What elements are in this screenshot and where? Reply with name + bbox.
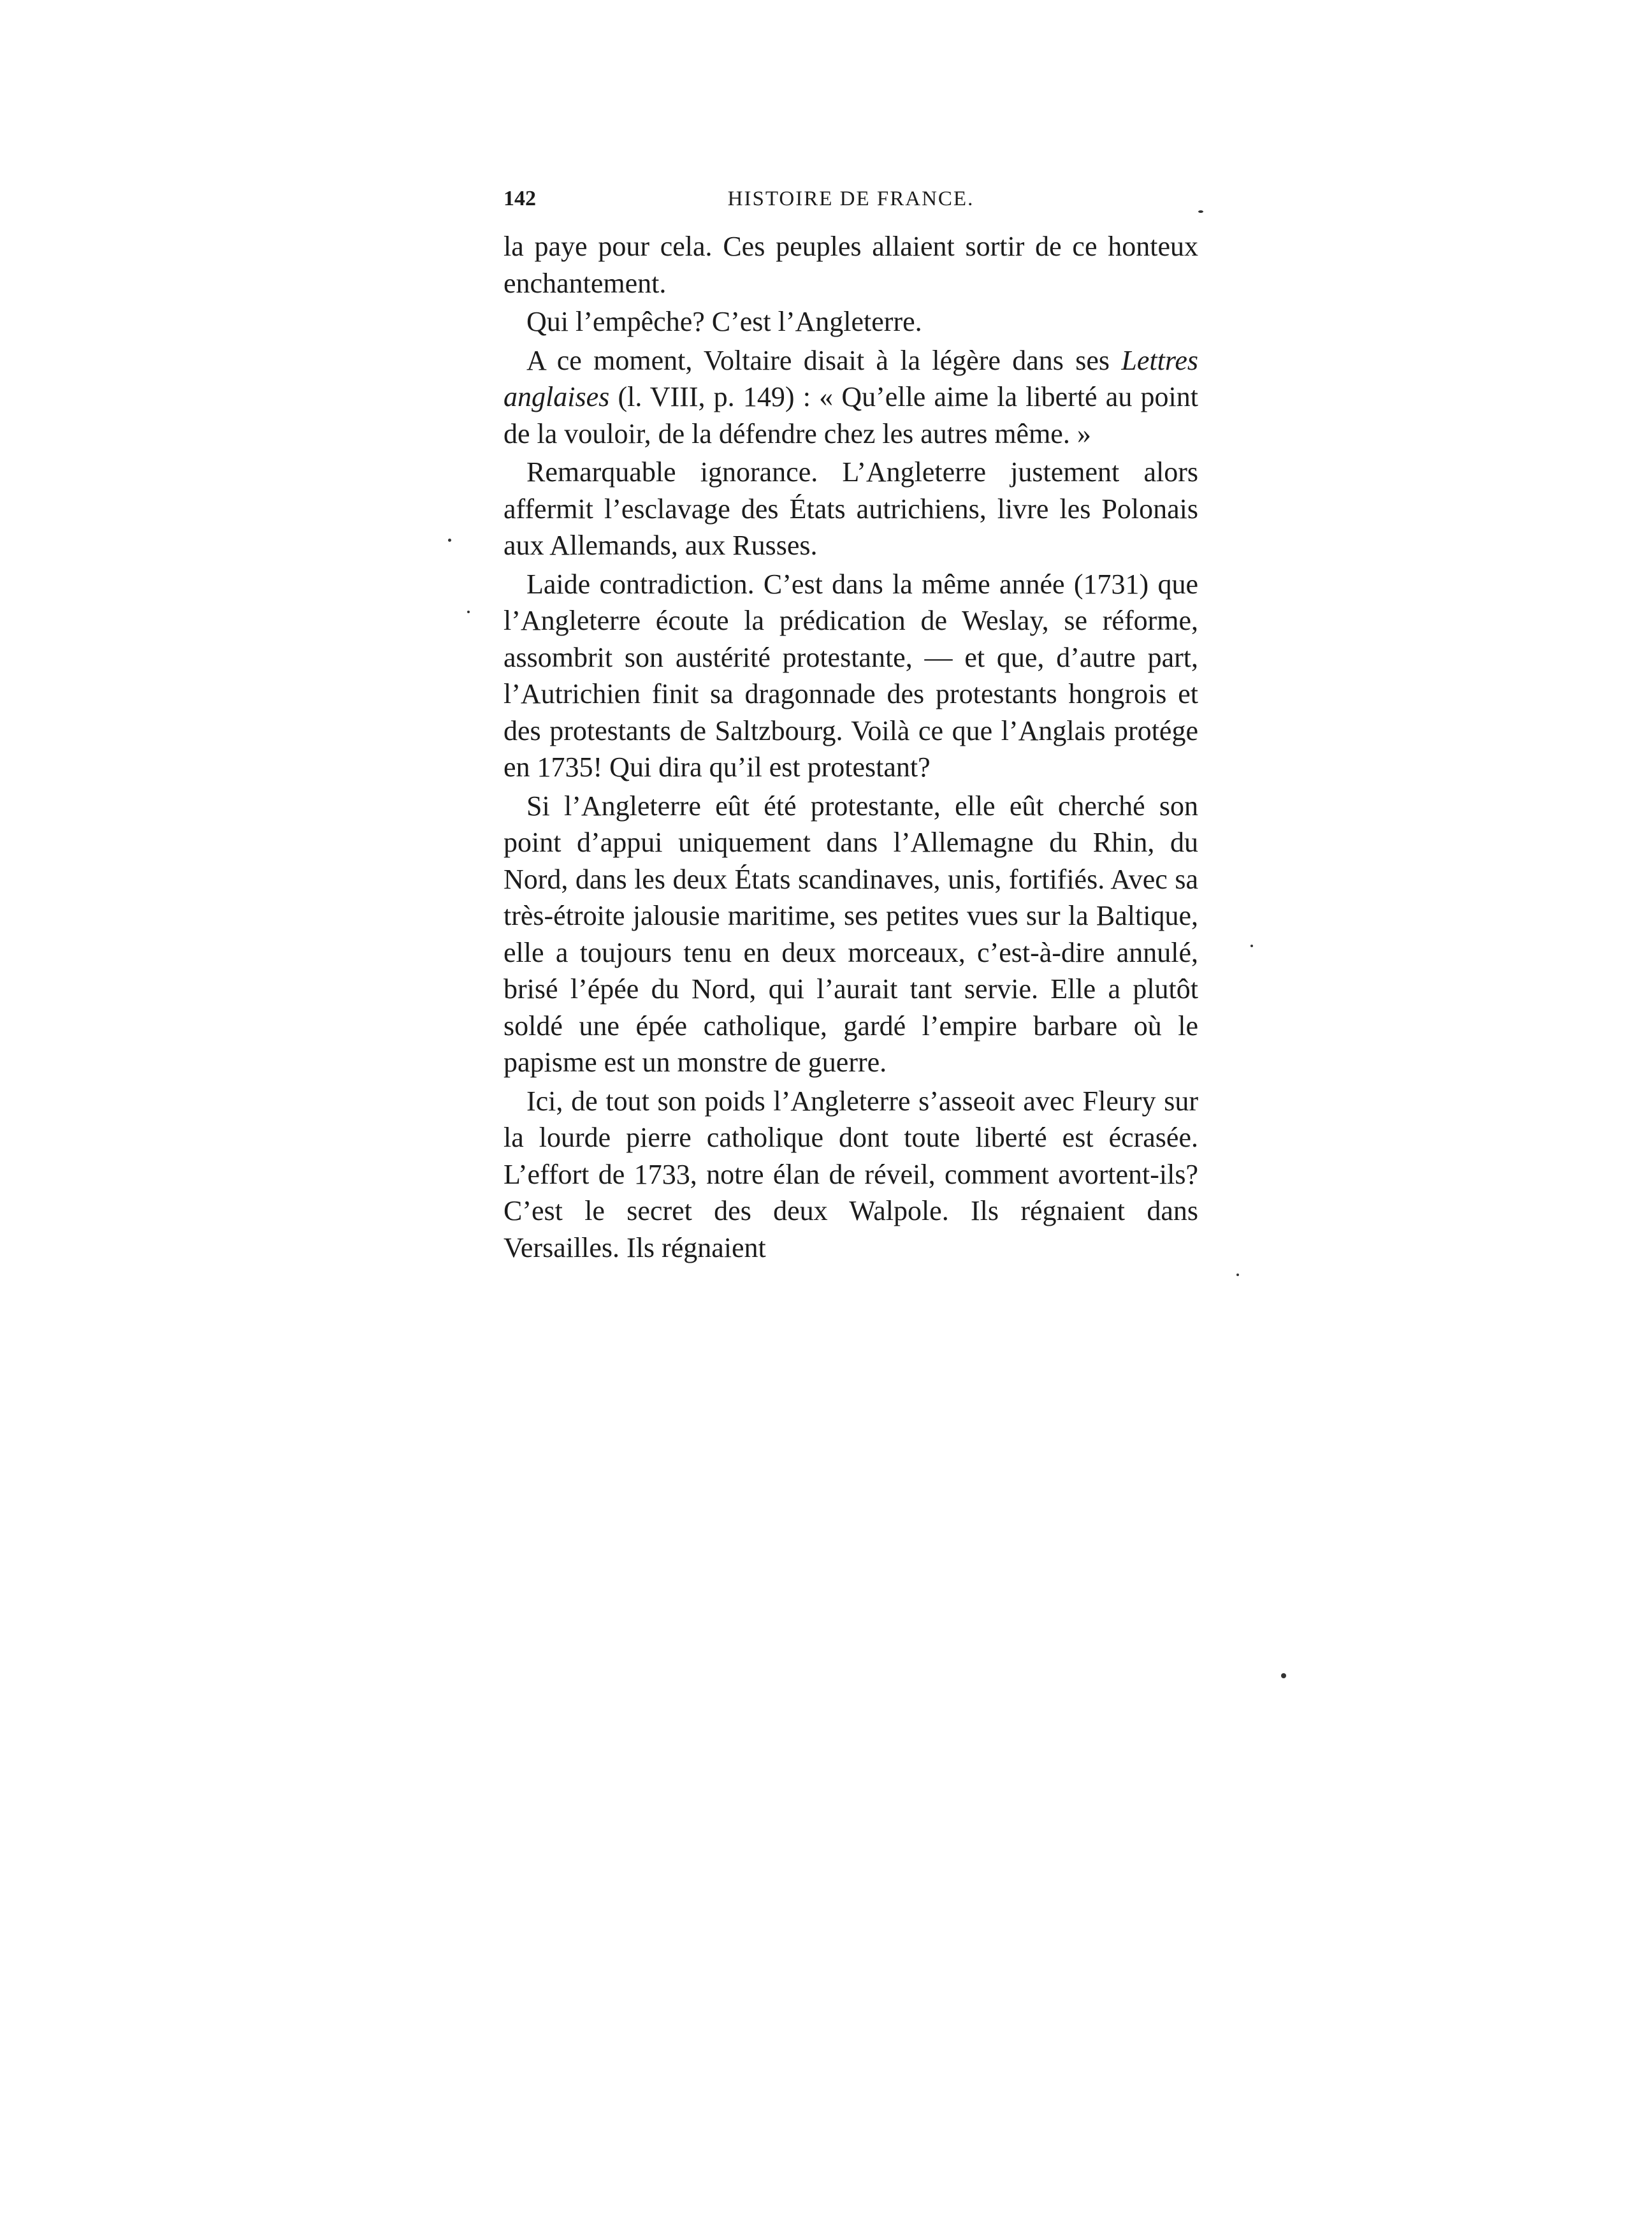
text-run: Ici, de tout son poids l’Angleterre s’asseoit avec Fleury sur la lourde pierre catholique dont toute liberté est écrasée. L’effort de 1733, notre élan de réveil, comment avortent-ils? C’est le secret des deux Walpole. Ils régnaient dans Versailles. Ils régnaient: [504, 1085, 1198, 1263]
scan-speck: [1236, 1274, 1239, 1276]
paragraph: [504, 342, 1198, 453]
running-title: HISTOIRE DE FRANCE.: [727, 187, 975, 210]
text-run: Si l’Angleterre eût été protestante, elle eût cherché son point d’appui uniquement dans l’Allemagne du Rhin, du Nord, dans les deux États scandinaves, unis, fortifiés. Avec sa très-étroite jalousie maritime, ses petites vues sur la Baltique, elle a toujours tenu en deux morceaux, c’est-à-dire annulé, brisé l’épée du Nord, qui l’aurait tant servie. Elle a plutôt soldé une épée catholique, gardé l’empire barbare où le papisme est un monstre de guerre.: [504, 790, 1198, 1078]
body-text: [504, 228, 1198, 1266]
text-run: Remarquable ignorance. L’Angleterre justement alors affermit l’esclavage des États autrichiens, livre les Polonais aux Allemands, aux Russes.: [504, 456, 1198, 561]
text-run: la paye pour cela. Ces peuples allaient sortir de ce honteux enchantement.: [504, 231, 1198, 299]
text-run: A ce moment, Voltaire disait à la légère dans ses: [526, 344, 1122, 376]
scan-speck: [448, 539, 451, 542]
text-run: Laide contradiction. C’est dans la même année (1731) que l’Angleterre écoute la prédication de Weslay, se réforme, assombrit son austérité protestante, — et que, d’autre part, l’Autrichien finit sa dragonnade des protestants hongrois et des protestants de Saltzbourg. Voilà ce que l’Anglais protége en 1735! Qui dira qu’il est protestant?: [504, 568, 1198, 783]
book-title-italic: Lettres anglaises: [504, 344, 1198, 412]
page-number: 142: [504, 187, 536, 210]
paragraph: [504, 454, 1198, 564]
text-run: Qui l’empêche? C’est l’Angleterre.: [526, 306, 922, 337]
paragraph: [504, 566, 1198, 786]
paragraph: [504, 1083, 1198, 1267]
paragraph: [504, 303, 1198, 340]
scan-speck: [1281, 1673, 1286, 1678]
paragraph: [504, 228, 1198, 301]
paragraph: [504, 788, 1198, 1081]
page-header: [504, 180, 1198, 218]
scan-speck: [1198, 210, 1203, 213]
scan-speck: [467, 611, 470, 613]
text-run: (l. VIII, p. 149) : « Qu’elle aime la liberté au point de la vouloir, de la défendre chez les autres même. »: [504, 381, 1198, 449]
scan-speck: [1250, 945, 1253, 947]
